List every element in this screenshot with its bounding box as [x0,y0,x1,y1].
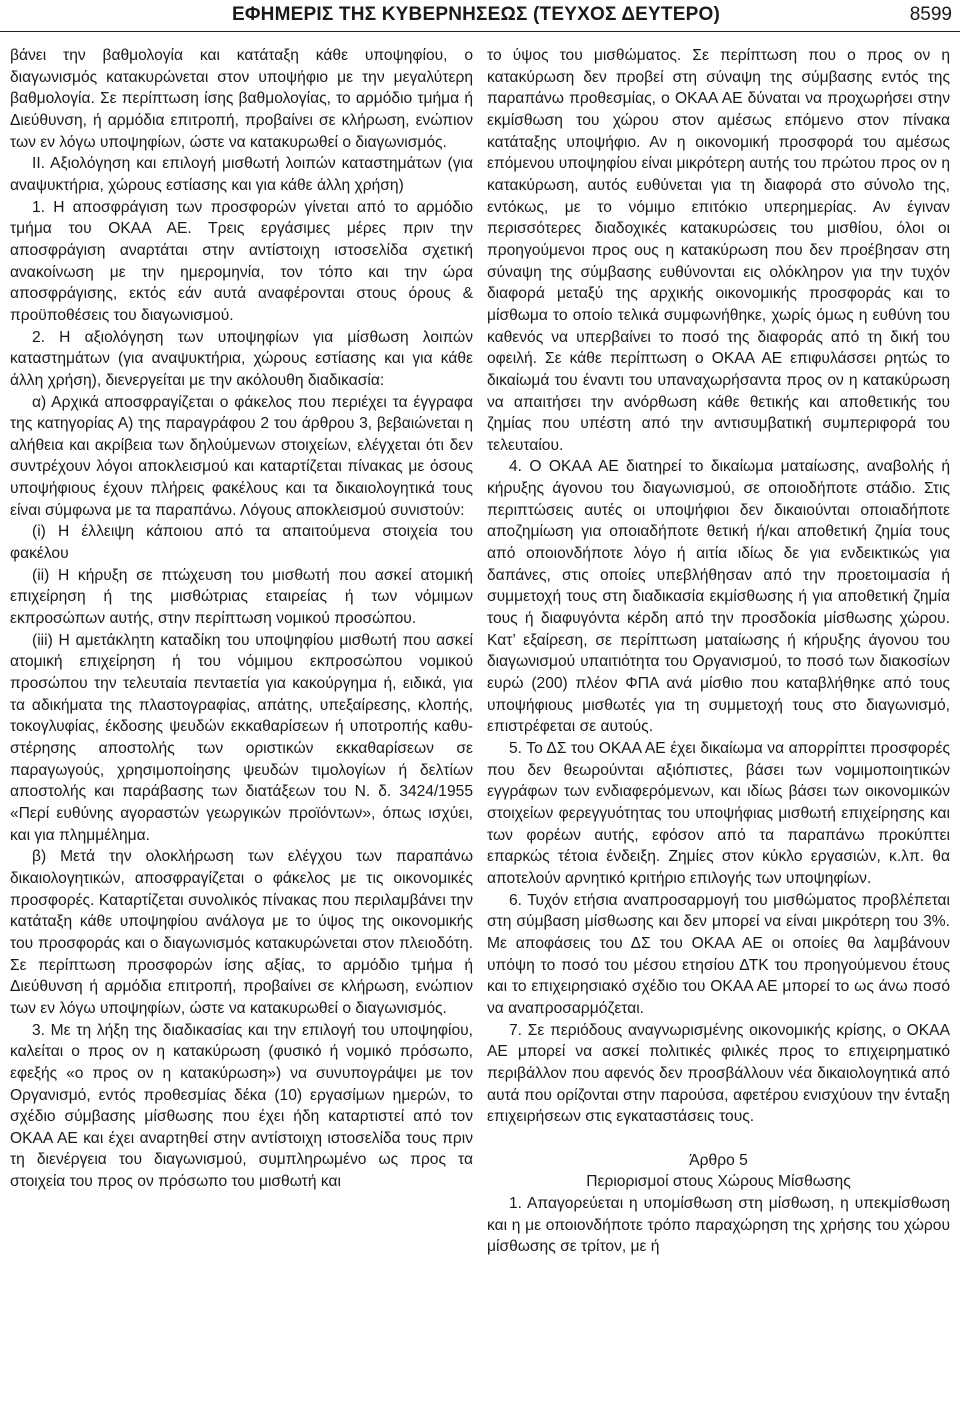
page-number: 8599 [909,4,952,25]
page-header [0,0,960,34]
paragraph-item-7: 7. Σε περιόδους αναγνωρισμένης οικονομικής κρίσης, ο ΟΚΑΑ ΑΕ μπορεί να ασκεί πολιτικές φιλικές προς το επιχειρηματικό περιβάλλον που αφενός δεν προσβάλλουν νέα δικαιολογητικά από αυτά που ορίζονται στην παρούσα, αφετέρου ενισχύουν την ένταξη επιχειρήσεων στις εγκαταστάσεις τους. [487,1021,950,1126]
article-title: Περιορισμοί στους Χώρους Μίσθωσης [586,1173,851,1191]
left-column [10,45,473,1193]
paragraph-item-ii: (ii) Η κήρυξη σε πτώχευση του μισθωτή που ασκεί ατομική επιχείρηση ή της μισθώτριας εταιρείας ή των νόμιμων εκπροσώπων αυτής, στην περίπτωση νομικού προσώπου. [10,566,473,628]
paragraph-article5-item-1: 1. Απαγορεύεται η υπομίσθωση στη μίσθωση, η υπεκμίσθωση και η με οποιονδήποτε τρόπο παραχώρηση της χρήσης του χώρου μίσθωσης σε τρίτον, με ή [487,1195,950,1256]
paragraph-item-3: 3. Με τη λήξη της διαδικασίας και την επιλογή του υποψηφίου, καλείται ο προς ον η κατακύρωση (φυσικό ή νομικό πρόσωπο, εφεξής «ο προς ον η κατακύρωση») να συνυπογράψει με τον Οργανισμό, εντός προθεσμίας δέκα (10) εργασίμων ημερών, το σχέδιο σύμβασης μίσθωσης που έχει ήδη καταρτιστεί από τον ΟΚΑΑ ΑΕ και έχει αναρτηθεί στην αντίστοιχη ιστοσελίδα τους πριν τη διενέργεια του διαγωνισμού, συμπληρωμένο ως προς τα στοιχεία του προς ον πρόσωπο του μισθωτή και [10,1021,473,1191]
paragraph-continued: το ύψος του μισθώματος. Σε περίπτωση που ο προς ον η κατακύρωση δεν προβεί στη σύναψη της σύμβασης εντός της παραπάνω προθεσμίας, ο ΟΚΑΑ ΑΕ δύναται να προχωρήσει στην εκμίσθωση του χώρου στον αμέσως επόμενο στον πίνακα κατάταξης υποψήφιο. Αν η οικονομική προσφορά του αμέσως επόμενου υποψηφίου είναι μικρότερη αυτής του πρώτου προς ον η κατακύρωση, αυτός ευθύνεται για τη διαφορά στο σύνολο της, εντόκως, με το νόμιμο επιτόκιο υπερημερίας. Αν έγιναν περισσότερες διαδοχικές κατακυρώσεις του μισθίου, όλοι οι προηγούμενοι προς ους η κατακύρωση που δεν προέβησαν στη σύναψη της σύμβασης ευθύνονται εις ολόκληρον για την τυχόν διαφορά μεταξύ της αρχικής οικονομικής προσφοράς και το μίσθωμα το οποίο τελικά συμφωνήθηκε, χωρίς όμως η ευθύνη του καθενός να υπερβαίνει το ποσό της διαφοράς από τη δική του οφειλή. Σε κάθε περίπτωση ο ΟΚΑΑ ΑΕ επιφυλάσσει ρητώς το δικαίωμά του έναντι του υπαναχωρήσαντα προς ον η κατακύρωση να απαιτήσει την ανόρθωση κάθε θετικής και αποθετικής του ζημίας που υπέστη από την αντισυμβατική συμπεριφορά του τελευταίου. [487,47,950,454]
section-heading-ii: ΙΙ. Αξιολόγηση και επιλογή μισθωτή λοιπών καταστημάτων (για αναψυκτήρια, χώρους εστίασης και για κάθε άλλη χρήση) [10,155,473,194]
paragraph-item-4: 4. Ο ΟΚΑΑ ΑΕ διατηρεί το δικαίωμα ματαίωσης, αναβολής ή κήρυξης άγονου του διαγωνισμού, σε οποιοδήποτε στάδιο. Στις περιπτώσεις αυτές οι υποψήφιοι δεν δικαιούνται οποιαδήποτε αποζημίωση για οποιαδήποτε θετική ή/και αποθετική ζημία τους από οποιονδήποτε λόγο ή αιτία ιδίως δε για ενδεικτικώς για δαπάνες, στις οποίες υπεβλήθησαν από την προετοιμασία ή συμμετοχή τους στη διαδικασία εκμίσθωσης ή για αποθετική ζημία τους ή διαφυγόντα κέρδη από την προσδοκία μίσθωσης χώρου. Κατ’ εξαίρεση, σε περίπτωση ματαίωσης ή κήρυξης άγονου του διαγωνισμού υπαιτιότητα του Οργανισμού, το ποσό των διακοσίων ευρώ (200) πλέον ΦΠΑ ανά μίσθιο που καταβλήθηκε από τους υποψήφιους μισθωτές για τη συμμετοχή τους στο διαγωνισμό, επιστρέφεται σε αυτούς. [487,458,950,736]
paragraph-item-5: 5. Το ΔΣ του ΟΚΑΑ ΑΕ έχει δικαίωμα να απορρίπτει προσφορές που δεν θεωρούνται αξιόπιστες, βάσει των νομιμοποιητικών εγγράφων των ενδιαφερόμενων, και ιδίως βάσει των οικονομικών στοιχείων φερεγγυότητας του υποψήφιας μισθωτή επιχείρησης και των φορέων αυτής, εφόσον από τα παραπάνω προκύπτει επαρκώς τέτοια ένδειξη. Ζημίες στον κύκλο εργασιών, κ.λπ. θα αποτελούν αρνητικό κριτήριο επιλογής των υποψηφίων. [487,740,950,887]
paragraph-item-2b: β) Μετά την ολοκλήρωση των ελέγχου των παραπάνω δικαιολογητικών, αποσφραγίζεται ο φάκελος με τις οικονομικές προσφορές. Καταρτίζεται συνολικός πίνακας που περιλαμβάνει την κατάταξη κάθε υποψηφίου ανάλογα με το ύψος της οικονομικής του προσφοράς και ο διαγωνισμός κατακυρώνεται στον πλειοδότη. Σε περίπτωση προσφορών ίσης αξίας, το αρμόδιο τμήμα ή Διεύθυνση ή αρμόδια επιτροπή, προβαίνει σε κλήρωση, ενώπιον των εν λόγω υποψηφίων, ώστε να κατακυρωθεί ο διαγωνισμός. [10,848,473,1017]
paragraph-item-2: 2. Η αξιολόγηση των υποψηφίων για μίσθωση λοιπών καταστημάτων (για αναψυκτήρια, χώρους εστίασης και για κάθε άλλη χρήση), διενεργείται με την ακόλουθη διαδικασία: [10,328,473,389]
article-spacer [487,1128,950,1150]
paragraph-item-iii: (iii) Η αμετάκλητη καταδίκη του υποψηφίου μισθωτή που ασκεί ατομική επιχείρηση ή του νόμιμου εκπροσώπου νομικού προσώπου την τελευταία πενταετία για κακούργημα ή, ειδικά, για τα αδικήματα της πλαστογραφίας, απάτης, υπεξαίρεσης, κλοπής, τοκογλυφίας, έκδοσης ψευδών εκκαθαρίσεων ή υποτροπής καθυστέρησης αποστολής των οριστικών εκκαθαρίσεων σε παραγωγούς, χρησιμοποίησης ψευδών τιμολογίων ή δελτίων αποστολής και παράβασης των διατάξεων του Ν. δ. 3424/1955 «Περί ευθύνης αγοραστών γεωργικών προϊόντων», όπως ισχύει, και για πλημμέλημα. [10,631,473,844]
paragraph-item-2a: α) Αρχικά αποσφραγίζεται ο φάκελος που περιέχει τα έγγραφα της κατηγορίας Α) της παραγράφου 2 του άρθρου 3, βεβαιώνεται η αλήθεια και ακρίβεια των δηλούμενων στοιχείων, ελέγχεται ότι δεν συντρέχουν λόγοι αποκλεισμού και καταρτίζεται πίνακας με όσους υποψήφιους έχουν πλήρεις φακέλους και τα δικαιολογητικά τους είναι σύμφωνα με τα παραπάνω. Λόγους αποκλεισμού συνιστούν: [10,393,473,519]
paragraph-item-6: 6. Τυχόν ετήσια αναπροσαρμογή του μισθώματος προβλέπεται στη σύμβαση μίσθωσης και δεν μπορεί να είναι μικρότερη του 3%. Με αποφάσεις του ΔΣ του ΟΚΑΑ ΑΕ οι οποίες θα λαμβάνουν υπόψη το ποσό του μέσου ετησίου ΔΤΚ του προηγούμενου έτους και το επιχειρησιακό σχέδιο του ΟΚΑΑ ΑΕ μπορεί το ως άνω ποσό να αναπροσαρμόζεται. [487,891,950,1017]
paragraph: βάνει την βαθμολογία και κατάταξη κάθε υποψηφίου, ο διαγωνισμός κατακυρώνεται στον υποψήφιο με την μεγαλύτερη βαθμολογία. Σε περίπτωση ίσης βαθμολογίας, το αρμόδιο τμήμα ή Διεύθυνση, ή αρμόδια επιτροπή, προβαίνει σε κλήρωση, ενώπιον των εν λόγω υποψηφίων, ώστε να κατακυρωθεί ο διαγωνισμός. [10,47,473,151]
header-rule [0,31,960,32]
gazette-title: ΕΦΗΜΕΡΙΣ ΤΗΣ ΚΥΒΕΡΝΗΣΕΩΣ (ΤΕΥΧΟΣ ΔΕΥΤΕΡΟ) [232,4,720,25]
paragraph-item-i: (i) Η έλλειψη κάποιου από τα απαιτούμενα στοιχεία του φακέλου [10,523,473,563]
right-column [487,45,950,1258]
article-heading: Άρθρο 5 [689,1151,748,1169]
paragraph-item-1: 1. Η αποσφράγιση των προσφορών γίνεται από το αρμόδιο τμήμα του ΟΚΑΑ ΑΕ. Τρεις εργάσιμες μέρες πριν την αποσφράγιση αναρτάται στην αντίστοιχη ιστοσελίδα σχετική ανακοίνωση με την ημερομηνία, τον τόπο και την ώρα αποσφράγισης, εκτός εάν αυτά αναφέρονται στους όρους & προϋποθέσεις του διαγωνισμού. [10,198,473,324]
